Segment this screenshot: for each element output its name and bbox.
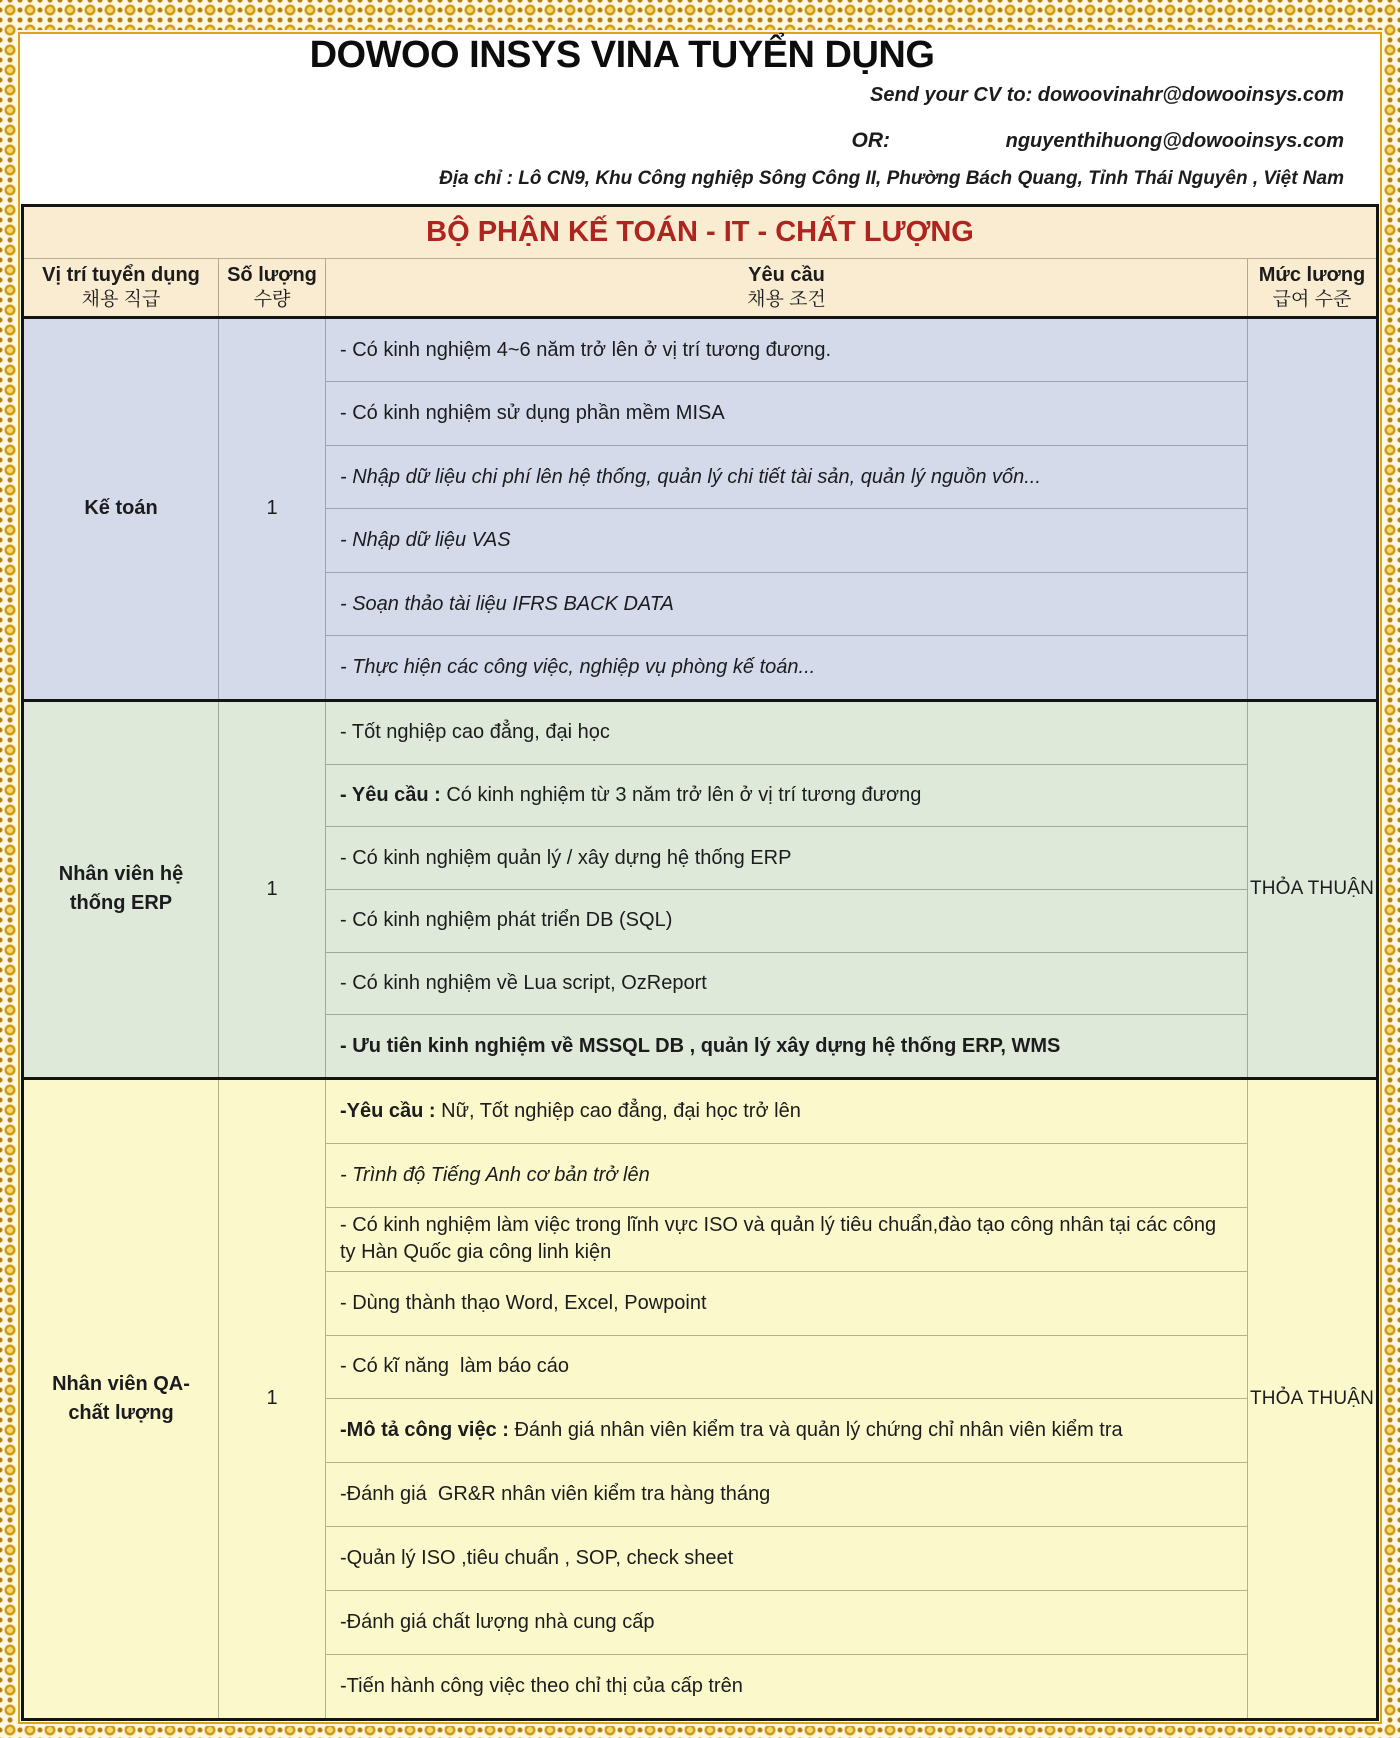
department-band-title: BỘ PHẬN KẾ TOÁN - IT - CHẤT LƯỢNG xyxy=(24,207,1376,259)
column-header-salary-vi: Mức lương xyxy=(1258,263,1366,286)
salary-cell xyxy=(1248,319,1376,699)
requirement-row xyxy=(326,702,1247,765)
requirement-text: - Có kĩ năng làm báo cáo xyxy=(340,1355,570,1378)
requirement-text: - Thực hiện các công việc, nghiệp vụ phòng kế toán... xyxy=(340,656,816,679)
salary-cell: THỎA THUẬN xyxy=(1249,1387,1375,1409)
requirement-text: - Tốt nghiệp cao đẳng, đại học xyxy=(340,721,610,744)
position-cell: Kế toán xyxy=(24,319,219,699)
column-header-requirements-ko: 채용 조건 xyxy=(747,288,826,310)
job-table xyxy=(21,204,1379,1721)
column-header-count xyxy=(219,259,326,316)
job-section xyxy=(24,699,1376,1077)
requirement-row xyxy=(326,636,1247,699)
poster-page xyxy=(18,32,1382,1724)
column-header-position xyxy=(24,259,219,316)
requirement-text: - Có kinh nghiệm sử dụng phần mềm MISA xyxy=(340,402,725,425)
requirement-row xyxy=(326,1272,1247,1336)
requirement-text: - Yêu cầu : Có kinh nghiệm từ 3 năm trở lên ở vị trí tương đương xyxy=(340,783,922,806)
requirement-lead: -Mô tả công việc : xyxy=(340,1419,509,1442)
poster-header xyxy=(20,34,1380,190)
requirement-text: - Có kinh nghiệm làm việc trong lĩnh vực ISO và quản lý tiêu chuẩn,đào tạo công nhân tại các công ty Hàn Quốc gia công linh kiện xyxy=(340,1214,1222,1264)
requirements-list xyxy=(326,319,1248,699)
requirement-lead: -Yêu cầu : xyxy=(340,1099,436,1122)
column-header-count-ko: 수량 xyxy=(253,288,291,310)
requirement-row xyxy=(326,509,1247,573)
requirement-row xyxy=(326,573,1247,637)
requirement-row xyxy=(326,446,1247,510)
requirement-row xyxy=(326,890,1247,953)
count-cell: 1 xyxy=(219,319,326,699)
requirement-text: - Có kinh nghiệm quản lý / xây dựng hệ thống ERP xyxy=(340,846,792,869)
salary-cell: THỎA THUẬN xyxy=(1249,878,1375,900)
count-cell: 1 xyxy=(219,1080,326,1718)
requirement-row xyxy=(326,1527,1247,1591)
requirement-text: - Có kinh nghiệm phát triển DB (SQL) xyxy=(340,909,673,932)
column-header-row xyxy=(24,259,1376,319)
requirement-text: -Mô tả công việc : Đánh giá nhân viên kiểm tra và quản lý chứng chỉ nhân viên kiểm tra xyxy=(340,1419,1123,1442)
requirement-row xyxy=(326,1655,1247,1718)
requirement-lead: - Yêu cầu : xyxy=(340,783,441,806)
requirement-text: - Trình độ Tiếng Anh cơ bản trở lên xyxy=(340,1163,650,1186)
position-cell: Nhân viên hệ thống ERP xyxy=(24,702,219,1077)
requirement-row xyxy=(326,382,1247,446)
requirement-text: - Dùng thành thạo Word, Excel, Powpoint xyxy=(340,1291,707,1314)
requirement-row xyxy=(326,1399,1247,1463)
requirement-text: -Đánh giá GR&R nhân viên kiểm tra hàng tháng xyxy=(340,1483,771,1506)
requirement-text: -Tiến hành công việc theo chỉ thị của cấp trên xyxy=(340,1675,743,1697)
column-header-count-vi: Số lượng xyxy=(227,263,317,286)
requirement-row xyxy=(326,1208,1247,1272)
job-section xyxy=(24,319,1376,699)
requirement-row xyxy=(326,953,1247,1016)
requirement-row xyxy=(326,1015,1247,1077)
requirement-row xyxy=(326,1336,1247,1400)
requirement-text: - Nhập dữ liệu chi phí lên hệ thống, quản lý chi tiết tài sản, quản lý nguồn vốn... xyxy=(340,465,1041,488)
requirement-row xyxy=(326,765,1247,828)
requirement-row xyxy=(326,1463,1247,1527)
column-header-requirements-vi: Yêu cầu xyxy=(748,263,825,286)
count-cell: 1 xyxy=(219,702,326,1077)
requirement-text: - Soạn thảo tài liệu IFRS BACK DATA xyxy=(340,592,674,615)
position-cell: Nhân viên QA- chất lượng xyxy=(24,1080,219,1718)
requirement-row xyxy=(326,1144,1247,1208)
company-title: DOWOO INSYS VINA TUYỂN DỤNG xyxy=(309,34,935,76)
column-header-position-ko: 채용 직급 xyxy=(81,288,161,310)
address-line: Địa chỉ : Lô CN9, Khu Công nghiệp Sông Công II, Phường Bách Quang, Tỉnh Thái Nguyên , Việt Nam xyxy=(439,167,1344,189)
or-email: nguyenthihuong@dowooinsys.com xyxy=(1005,129,1344,152)
column-header-position-vi: Vị trí tuyển dụng xyxy=(42,263,200,286)
requirement-row xyxy=(326,1591,1247,1655)
requirement-row xyxy=(326,319,1247,383)
requirement-text: - Có kinh nghiệm 4~6 năm trở lên ở vị trí tương đương. xyxy=(340,338,832,361)
requirement-text: - Có kinh nghiệm về Lua script, OzReport xyxy=(340,971,707,994)
or-line xyxy=(40,129,1344,153)
requirement-row xyxy=(326,1080,1247,1144)
job-section xyxy=(24,1077,1376,1718)
column-header-salary-ko: 급여 수준 xyxy=(1272,288,1352,310)
send-cv-line: Send your CV to: dowoovinahr@dowooinsys.com xyxy=(870,83,1344,106)
requirement-text: - Ưu tiên kinh nghiệm về MSSQL DB , quản lý xây dựng hệ thống ERP, WMS xyxy=(340,1034,1061,1057)
requirements-list xyxy=(326,702,1248,1077)
column-header-requirements xyxy=(326,259,1248,316)
requirements-list xyxy=(326,1080,1248,1718)
requirement-text: - Nhập dữ liệu VAS xyxy=(340,529,511,552)
requirement-text: -Quản lý ISO ,tiêu chuẩn , SOP, check sheet xyxy=(340,1547,734,1570)
requirement-text: -Yêu cầu : Nữ, Tốt nghiệp cao đẳng, đại học trở lên xyxy=(340,1099,801,1122)
or-label: OR: xyxy=(851,128,891,152)
column-header-salary xyxy=(1248,259,1376,316)
requirement-text: -Đánh giá chất lượng nhà cung cấp xyxy=(340,1611,655,1634)
requirement-row xyxy=(326,827,1247,890)
